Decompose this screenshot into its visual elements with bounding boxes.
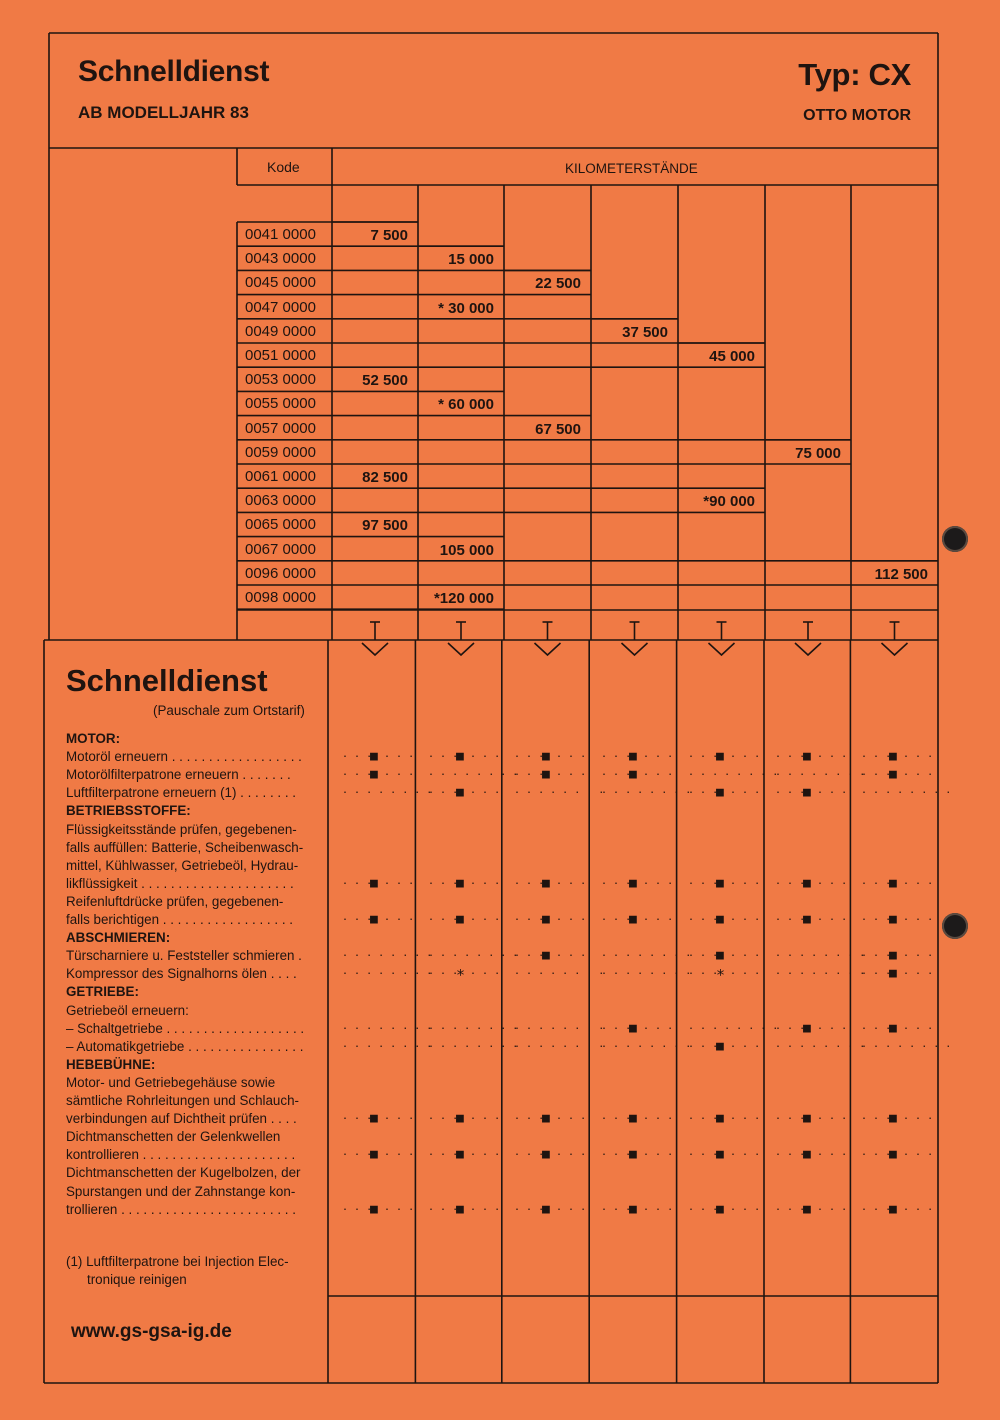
- dot-leader: . . . . . . . .: [688, 767, 779, 779]
- dot-leader: . . .: [817, 1201, 848, 1213]
- service-mark: ■: [542, 875, 550, 891]
- dot-leader: . . .: [903, 966, 934, 978]
- km-value: *90 000: [703, 493, 755, 511]
- km-value: 7 500: [370, 227, 408, 244]
- dot-leader: . . . . . . . .: [342, 1020, 433, 1032]
- dot-leader: . . . . . . . .: [428, 1020, 519, 1032]
- dot-leader: . . .: [643, 1201, 674, 1213]
- task-line: kontrollieren . . . . . . . . . . . . . . . . . . . . .: [66, 1147, 296, 1163]
- punch-hole: [942, 526, 968, 552]
- dot-leader: . . .: [775, 1020, 806, 1032]
- dot-leader: . . .: [643, 1147, 674, 1159]
- code-cell: 0096 0000: [245, 564, 316, 582]
- service-mark: ■: [456, 875, 464, 891]
- dot-leader: . . .: [514, 912, 545, 923]
- dot-leader: . . .: [861, 1020, 892, 1032]
- dot-leader: . . . . . . . .: [601, 966, 692, 978]
- task-line: Dichtmanschetten der Kugelbolzen, der: [66, 1165, 301, 1181]
- code-cell: 0067 0000: [245, 540, 316, 558]
- service-mark: ■: [629, 767, 637, 783]
- dot-leader: . . .: [817, 749, 848, 761]
- task-line: Spurstangen und der Zahnstange kon-: [66, 1183, 296, 1199]
- service-mark: ■: [629, 1201, 637, 1217]
- task-group-heading: HEBEBÜHNE:: [66, 1056, 156, 1072]
- km-value: 45 000: [709, 348, 755, 365]
- dot-leader: . . .: [514, 1147, 545, 1159]
- dot-leader: . . .: [384, 749, 415, 761]
- service-mark: ■: [889, 966, 897, 982]
- dot-leader: . . . . . . . .: [775, 767, 866, 779]
- km-value: 52 500: [362, 372, 408, 390]
- down-arrow-icon: [795, 622, 821, 655]
- service-mark: ■: [889, 875, 897, 891]
- dot-leader: . . .: [775, 1147, 806, 1159]
- service-mark: ■: [803, 912, 811, 927]
- dot-leader: . . .: [730, 875, 761, 887]
- dot-leader: . . .: [730, 912, 761, 923]
- code-column-header: Kode: [267, 159, 300, 175]
- service-mark: ■: [716, 1038, 724, 1054]
- service-mark: ■: [716, 875, 724, 891]
- dot-leader: . . .: [730, 1147, 761, 1159]
- dot-leader: . . .: [688, 785, 719, 797]
- dot-leader: . . .: [342, 1147, 373, 1159]
- dot-leader: . . .: [342, 875, 373, 887]
- dot-leader: . . . . . . . .: [775, 1038, 866, 1050]
- dot-leader: . . .: [775, 785, 806, 797]
- service-mark: ■: [889, 1111, 897, 1127]
- code-cell: 0061 0000: [245, 468, 316, 485]
- dot-leader: . . .: [643, 1020, 674, 1032]
- dot-leader: . . . . . . . .: [428, 948, 519, 960]
- dot-leader: . . .: [730, 948, 761, 960]
- dot-leader: . . .: [556, 767, 587, 779]
- service-mark: ■: [542, 1201, 550, 1217]
- km-value: *120 000: [433, 590, 494, 607]
- service-mark: ■: [456, 1201, 464, 1217]
- task-line: Getriebeöl erneuern:: [66, 1002, 189, 1018]
- service-mark: ■: [803, 1111, 811, 1127]
- service-mark: ■: [629, 875, 637, 891]
- km-value: 97 500: [362, 517, 408, 535]
- dot-leader: . . .: [601, 1147, 632, 1159]
- km-value: 105 000: [439, 541, 494, 559]
- dot-leader: . . . . . . . .: [342, 966, 433, 978]
- dot-leader: . . .: [601, 912, 632, 923]
- service-mark: ■: [542, 1111, 550, 1127]
- dot-leader: . . .: [730, 1111, 761, 1123]
- task-group-heading: BETRIEBSSTOFFE:: [66, 803, 191, 819]
- service-mark: ■: [629, 1020, 637, 1036]
- service-mark: ■: [456, 749, 464, 765]
- task-group-heading: ABSCHMIEREN:: [66, 930, 171, 946]
- dot-leader: . . .: [342, 1201, 373, 1213]
- service-mark: ■: [716, 785, 724, 801]
- task-line: verbindungen auf Dichtheit prüfen . . . .: [66, 1111, 297, 1127]
- service-mark: ■: [370, 1147, 378, 1163]
- dot-leader: . . .: [775, 875, 806, 887]
- dot-leader: . . .: [470, 1147, 501, 1159]
- dot-leader: . . .: [601, 1201, 632, 1213]
- dot-leader: . . .: [817, 875, 848, 887]
- dot-leader: . . .: [470, 1111, 501, 1123]
- dot-leader: . . .: [384, 875, 415, 887]
- code-cell: 0051 0000: [245, 347, 316, 364]
- down-arrow-icon: [622, 622, 648, 655]
- dot-leader: . . .: [428, 1111, 459, 1123]
- dot-leader: . . .: [342, 912, 373, 923]
- dot-leader: . . .: [384, 1201, 415, 1213]
- km-value: 15 000: [448, 251, 494, 269]
- dot-leader: . . .: [730, 1038, 761, 1050]
- down-arrow-icon: [535, 622, 561, 655]
- section-title: Schnelldienst: [66, 663, 268, 698]
- dot-leader: . . .: [688, 1147, 719, 1159]
- dot-leader: . . .: [688, 875, 719, 887]
- down-arrow-icon: [362, 622, 388, 655]
- dot-leader: . . .: [428, 912, 459, 923]
- service-mark: ■: [456, 912, 464, 927]
- task-line: mittel, Kühlwasser, Getriebeöl, Hydrau-: [66, 857, 299, 873]
- dot-leader: . . .: [688, 1038, 719, 1050]
- service-mark: ■: [803, 1147, 811, 1163]
- dot-leader: . . . . . . . .: [514, 1038, 605, 1050]
- service-mark: ■: [629, 749, 637, 765]
- service-mark: ■: [889, 1147, 897, 1163]
- dot-leader: . . . . . . . .: [861, 785, 952, 797]
- task-line: – Automatikgetriebe . . . . . . . . . . . . . . . .: [66, 1038, 304, 1054]
- service-mark: ■: [889, 1020, 897, 1036]
- dot-leader: . . .: [688, 912, 719, 923]
- dot-leader: . . . . . . . .: [514, 1020, 605, 1032]
- code-cell: 0043 0000: [245, 250, 316, 268]
- service-mark: ■: [370, 875, 378, 891]
- service-mark: ■: [889, 767, 897, 783]
- code-cell: 0059 0000: [245, 443, 316, 461]
- service-mark: ■: [716, 749, 724, 765]
- km-value: 22 500: [535, 275, 581, 293]
- service-mark: ■: [542, 767, 550, 783]
- dot-leader: . . .: [903, 1201, 934, 1213]
- dot-leader: . . .: [817, 912, 848, 923]
- dot-leader: . . .: [342, 749, 373, 761]
- service-mark: ■: [370, 912, 378, 927]
- dot-leader: . . . . . . . .: [861, 1038, 952, 1050]
- dot-leader: . . . . . . . .: [342, 948, 433, 960]
- dot-leader: . . .: [817, 1111, 848, 1123]
- service-mark: ■: [803, 785, 811, 801]
- km-value: 112 500: [874, 565, 928, 583]
- footnote-line: (1) Luftfilterpatrone bei Injection Elec-: [66, 1254, 289, 1269]
- service-mark: ■: [542, 749, 550, 765]
- task-line: Dichtmanschetten der Gelenkwellen: [66, 1129, 281, 1145]
- task-line: falls berichtigen . . . . . . . . . . . . . . . . . .: [66, 912, 293, 927]
- dot-leader: . . .: [514, 875, 545, 887]
- type-label: Typ: CX: [798, 57, 911, 92]
- dot-leader: . . .: [384, 912, 415, 923]
- service-mark: ■: [542, 912, 550, 927]
- code-cell: 0055 0000: [245, 395, 316, 413]
- dot-leader: . . .: [688, 948, 719, 960]
- dot-leader: . . .: [514, 1111, 545, 1123]
- dot-leader: . . .: [470, 785, 501, 797]
- dot-leader: . . . . . . . .: [342, 1038, 433, 1050]
- code-cell: 0047 0000: [245, 298, 316, 316]
- task-line: Türscharniere u. Feststeller schmieren .: [66, 948, 302, 964]
- dot-leader: . . .: [817, 1147, 848, 1159]
- dot-leader: . . . . . . . .: [601, 785, 692, 797]
- task-line: likflüssigkeit . . . . . . . . . . . . . . . . . . . . .: [66, 875, 294, 891]
- dot-leader: . . . . . . . .: [775, 948, 866, 960]
- dot-leader: . . .: [903, 1147, 934, 1159]
- dot-leader: . . .: [688, 1111, 719, 1123]
- service-mark: ■: [629, 912, 637, 927]
- service-mark: ■: [629, 1147, 637, 1163]
- dot-leader: . . .: [556, 1147, 587, 1159]
- dot-leader: . . .: [861, 875, 892, 887]
- service-mark: ■: [803, 875, 811, 891]
- page-title: Schnelldienst: [78, 55, 270, 88]
- task-line: Kompressor des Signalhorns ölen . . . .: [66, 966, 297, 982]
- service-mark: ■: [456, 1147, 464, 1163]
- dot-leader: . . .: [861, 1201, 892, 1213]
- dot-leader: . . .: [428, 1201, 459, 1213]
- footer-url[interactable]: www.gs-gsa-ig.de: [71, 1321, 232, 1342]
- section-subtitle: (Pauschale zum Ortstarif): [153, 703, 305, 718]
- dot-leader: . . .: [861, 966, 892, 978]
- dot-leader: . . .: [556, 875, 587, 887]
- dot-leader: . . .: [428, 966, 459, 978]
- dot-leader: . . .: [556, 912, 587, 923]
- task-line: sämtliche Rohrleitungen und Schlauch-: [66, 1093, 299, 1108]
- km-value: 37 500: [622, 323, 668, 341]
- dot-leader: . . .: [903, 948, 934, 960]
- service-mark: ■: [370, 1111, 378, 1127]
- dot-leader: . . . . . . . .: [601, 948, 692, 960]
- code-cell: 0057 0000: [245, 419, 316, 437]
- dot-leader: . . . . . . . .: [428, 767, 519, 779]
- dot-leader: . . .: [428, 785, 459, 797]
- dot-leader: . . .: [903, 1111, 934, 1123]
- dot-leader: . . .: [688, 749, 719, 761]
- task-line: – Schaltgetriebe . . . . . . . . . . . . . . . . . . .: [66, 1020, 305, 1036]
- dot-leader: . . .: [903, 912, 934, 923]
- engine-label: OTTO MOTOR: [803, 107, 911, 124]
- dot-leader: . . .: [470, 912, 501, 923]
- service-mark: ■: [456, 1111, 464, 1127]
- service-mark: ■: [629, 1111, 637, 1127]
- dot-leader: . . .: [601, 767, 632, 779]
- service-mark: *: [716, 966, 726, 985]
- footnote-line: tronique reinigen: [87, 1272, 187, 1287]
- service-mark: ■: [803, 749, 811, 765]
- service-mark: ■: [542, 1147, 550, 1163]
- code-cell: 0065 0000: [245, 516, 316, 534]
- task-line: Motorölfilterpatrone erneuern . . . . . . .: [66, 767, 291, 783]
- dot-leader: . . .: [861, 912, 892, 923]
- dot-leader: . . .: [342, 1111, 373, 1123]
- dot-leader: . . . . . . . .: [775, 966, 866, 978]
- task-line: falls auffüllen: Batterie, Scheibenwasch-: [66, 839, 304, 855]
- km-value: * 60 000: [438, 396, 494, 414]
- km-value: 82 500: [362, 469, 408, 486]
- down-arrow-icon: [448, 622, 474, 655]
- service-mark: ■: [889, 948, 897, 964]
- dot-leader: . . .: [601, 875, 632, 887]
- dot-leader: . . .: [556, 1111, 587, 1123]
- km-value: 67 500: [535, 420, 581, 438]
- dot-leader: . . .: [428, 875, 459, 887]
- task-line: Flüssigkeitsstände prüfen, gegebenen-: [66, 821, 297, 837]
- task-line: Motoröl erneuern . . . . . . . . . . . . . . . . . .: [66, 749, 302, 765]
- dot-leader: . . .: [428, 1147, 459, 1159]
- service-mark: ■: [716, 1111, 724, 1127]
- code-cell: 0063 0000: [245, 492, 316, 510]
- km-value: 75 000: [795, 444, 841, 462]
- dot-leader: . . .: [601, 749, 632, 761]
- km-value: * 30 000: [438, 299, 494, 317]
- dot-leader: . . .: [861, 749, 892, 761]
- service-mark: ■: [803, 1020, 811, 1036]
- dot-leader: . . .: [861, 767, 892, 779]
- task-line: Motor- und Getriebegehäuse sowie: [66, 1074, 276, 1090]
- dot-leader: . . .: [730, 749, 761, 761]
- dot-leader: . . .: [775, 749, 806, 761]
- dot-leader: . . .: [556, 749, 587, 761]
- dot-leader: . . .: [514, 1201, 545, 1213]
- code-cell: 0049 0000: [245, 322, 316, 340]
- dot-leader: . . .: [903, 767, 934, 779]
- dot-leader: . . .: [643, 912, 674, 923]
- dot-leader: . . . . . . . .: [514, 966, 605, 978]
- service-mark: ■: [542, 948, 550, 964]
- down-arrow-icon: [709, 622, 735, 655]
- dot-leader: . . .: [861, 1111, 892, 1123]
- dot-leader: . . .: [601, 1111, 632, 1123]
- code-cell: 0053 0000: [245, 371, 316, 389]
- dot-leader: . . .: [384, 1111, 415, 1123]
- dot-leader: . . . . . . . .: [688, 1020, 779, 1032]
- dot-leader: . . . . . . . .: [514, 785, 605, 797]
- dot-leader: . . .: [601, 1020, 632, 1032]
- service-mark: ■: [889, 912, 897, 927]
- dot-leader: . . .: [775, 912, 806, 923]
- task-line: Luftfilterpatrone erneuern (1) . . . . . . . .: [66, 785, 296, 801]
- dot-leader: . . .: [903, 875, 934, 887]
- dot-leader: . . .: [730, 966, 761, 978]
- dot-leader: . . .: [556, 1201, 587, 1213]
- task-line: trollieren . . . . . . . . . . . . . . . . . . . . . . . .: [66, 1201, 296, 1217]
- service-mark: ■: [370, 1201, 378, 1217]
- dot-leader: . . . . . . . .: [601, 1038, 692, 1050]
- task-group-heading: GETRIEBE:: [66, 984, 139, 1000]
- dot-leader: . . .: [688, 966, 719, 978]
- service-mark: ■: [370, 767, 378, 783]
- service-mark: ■: [889, 749, 897, 765]
- service-mark: ■: [716, 912, 724, 927]
- dot-leader: . . .: [643, 767, 674, 779]
- dot-leader: . . .: [903, 749, 934, 761]
- punch-hole: [942, 913, 968, 939]
- code-cell: 0041 0000: [245, 226, 316, 243]
- dot-leader: . . .: [730, 785, 761, 797]
- dot-leader: . . .: [470, 749, 501, 761]
- dot-leader: . . .: [470, 875, 501, 887]
- dot-leader: . . .: [556, 948, 587, 960]
- dot-leader: . . . . . . . .: [342, 785, 433, 797]
- dot-leader: . . .: [428, 749, 459, 761]
- dot-leader: . . .: [470, 1201, 501, 1213]
- dot-leader: . . .: [384, 1147, 415, 1159]
- service-mark: ■: [370, 749, 378, 765]
- dot-leader: . . .: [643, 1111, 674, 1123]
- page-subtitle: AB MODELLJAHR 83: [78, 103, 249, 122]
- service-mark: ■: [716, 948, 724, 964]
- task-line: Reifenluftdrücke prüfen, gegebenen-: [66, 893, 284, 909]
- service-mark: ■: [716, 1201, 724, 1217]
- dot-leader: . . .: [861, 1147, 892, 1159]
- dot-leader: . . .: [643, 875, 674, 887]
- service-mark: ■: [716, 1147, 724, 1163]
- dot-leader: . . .: [775, 1111, 806, 1123]
- dot-leader: . . . . . . . .: [428, 1038, 519, 1050]
- dot-leader: . . .: [643, 749, 674, 761]
- code-cell: 0098 0000: [245, 589, 316, 606]
- service-mark: ■: [803, 1201, 811, 1217]
- dot-leader: . . .: [384, 767, 415, 779]
- service-mark: *: [456, 966, 466, 985]
- dot-leader: . . .: [470, 966, 501, 978]
- dot-leader: . . .: [817, 785, 848, 797]
- dot-leader: . . .: [514, 749, 545, 761]
- dot-leader: . . .: [514, 767, 545, 779]
- dot-leader: . . .: [861, 948, 892, 960]
- km-column-header: KILOMETERSTÄNDE: [565, 161, 698, 176]
- code-cell: 0045 0000: [245, 274, 316, 292]
- dot-leader: . . .: [514, 948, 545, 960]
- dot-leader: . . .: [775, 1201, 806, 1213]
- dot-leader: . . .: [688, 1201, 719, 1213]
- dot-leader: . . .: [730, 1201, 761, 1213]
- service-mark: ■: [456, 785, 464, 801]
- down-arrow-icon: [882, 622, 908, 655]
- dot-leader: . . .: [817, 1020, 848, 1032]
- service-mark: ■: [889, 1201, 897, 1217]
- task-group-heading: MOTOR:: [66, 731, 121, 746]
- dot-leader: . . .: [903, 1020, 934, 1032]
- dot-leader: . . .: [342, 767, 373, 779]
